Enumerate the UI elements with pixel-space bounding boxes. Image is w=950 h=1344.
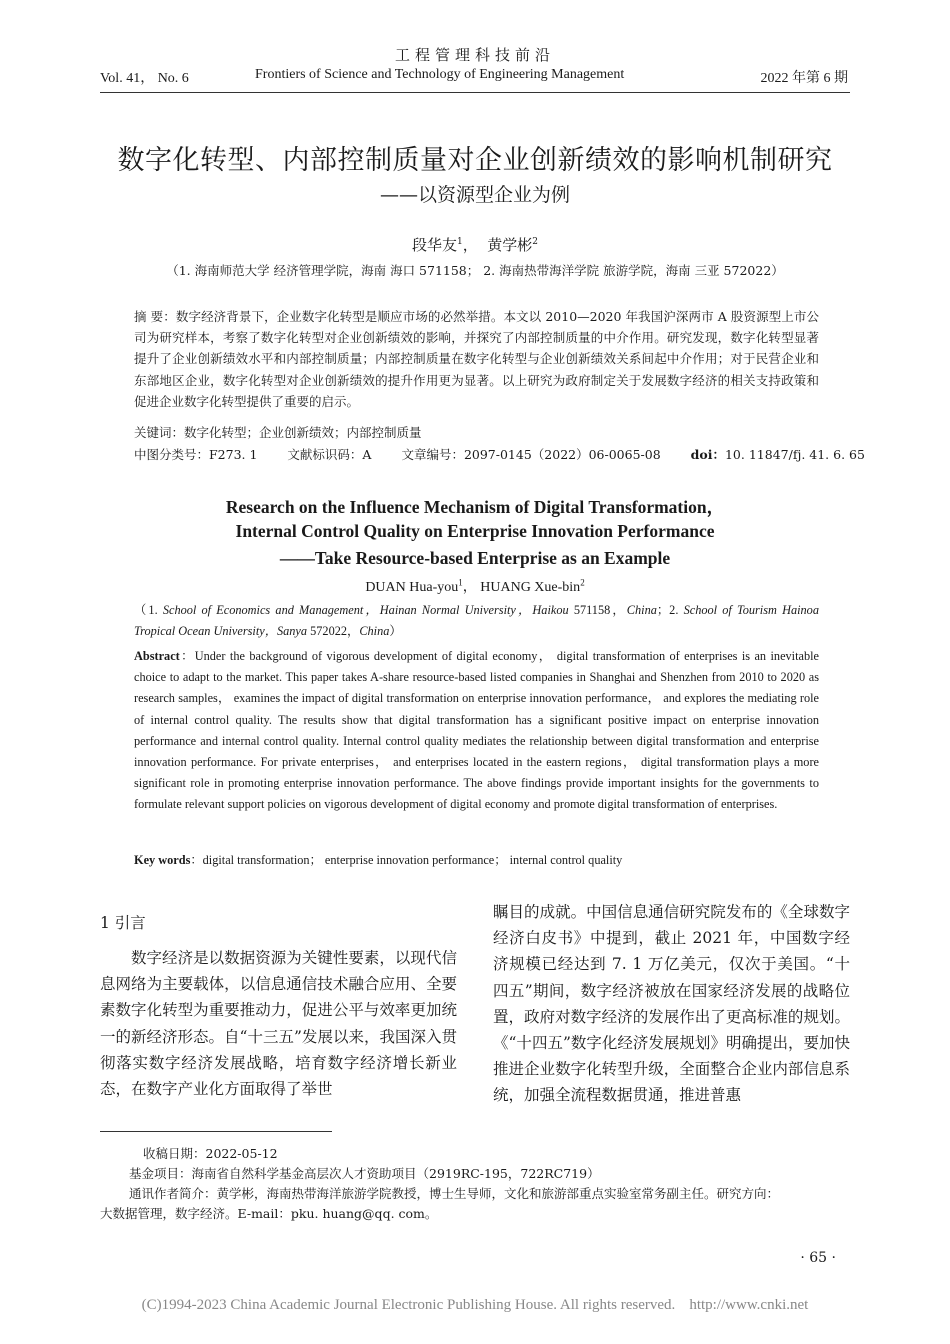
copyright-text: (C)1994-2023 China Academic Journal Electronic Publishing House. All rights reserved.: [141, 1297, 676, 1313]
affil-open: （1.: [134, 603, 163, 617]
doi-value[interactable]: 10. 11847/fj. 41. 6. 65: [724, 447, 865, 462]
issue-info: 2022 年第 6 期: [760, 71, 848, 86]
affiliation-cn: （1. 海南师范大学 经济管理学院，海南 海口 571158； 2. 海南热带海洋学院 旅游学院，海南 三亚 572022）: [166, 263, 784, 278]
authors-en: [0, 576, 950, 596]
cnki-link[interactable]: http://www.cnki.net: [689, 1297, 809, 1313]
section-heading: 1 引言: [100, 914, 146, 932]
author-1-en-sup: 1: [458, 577, 463, 588]
article-title-en-line3: ——Take Resource-based Enterprise as an Example: [279, 548, 671, 568]
keywords-en: [134, 850, 819, 871]
keywords-cn: [134, 422, 819, 443]
affil-close: ）: [389, 624, 402, 639]
affil-2-postcode: 572022，: [307, 624, 360, 639]
page-number: · 65 ·: [800, 1250, 836, 1266]
abstract-en-text: ：Under the background of vigorous development of digital economy， digital transformation of enterprises is an inevitable choice to adapt to the market. This paper takes A-share resource-based listed companies in Shanghai and Shenzhen from 2010 to 2020 as research samples， examines the impact of digital transformation on enterprise innovation performance， and explores the mediating role of internal control quality. The results show that digital transformation has a significant positive impact on enterprise innovation performance and internal control quality. Internal control quality mediates the relationship between digital transformation and enterprise innovation performance. For private enterprises， and enterprises located in the eastern regions， digital transformation plays a more significant role in promoting enterprise innovation performance. The above findings provide important insights for the governments to formulate relevant support policies on vigorous development of digital economy and promote digital transformation of enterprises.: [134, 649, 819, 812]
author-2-sup: 2: [532, 237, 539, 247]
abstract-cn: [134, 306, 819, 412]
author-separator: ，: [462, 236, 478, 254]
doi-label: doi：: [690, 447, 725, 462]
keywords-cn-label: 关键词：: [134, 425, 185, 440]
article-number: 文章编号：2097-0145（2022）06-0065-08: [401, 447, 661, 462]
affil-mid: ；2.: [656, 603, 684, 617]
copyright-notice: [0, 1297, 950, 1314]
affil-1-country: China: [626, 603, 657, 617]
author-1-cn: 段华友: [411, 236, 457, 254]
abstract-cn-text: 数字经济背景下，企业数字化转型是顺应市场的必然举措。本文以 2010—2020 年我国沪深两市 A 股资源型上市公司为研究样本，考察了数字化转型对企业创新绩效的影响，并探究了内部控制质量的中介作用。研究发现，数字化转型显著提升了企业创新绩效水平和内部控制质量；内部控制质量在数字化转型与企业创新绩效关系间起中介作用；对于民营企业和东部地区企业，数字化转型对企业创新绩效的提升作用更为显著。以上研究为政府制定关于发展数字经济的相关支持政策和促进企业数字化转型提供了重要的启示。: [134, 309, 819, 409]
author-1-sup: 1: [456, 237, 463, 247]
document-code: 文献标识码：A: [287, 447, 372, 462]
journal-name-cn: 工程管理科技前沿: [394, 46, 555, 64]
footnote-funding: 基金项目：海南省自然科学基金高层次人才资助项目（2919RC-195，722RC719）: [129, 1166, 600, 1181]
affiliation-1-en: School of Economics and Management，Hainan Normal University，Haikou: [162, 603, 569, 617]
article-subtitle-cn: ——以资源型企业为例: [379, 184, 570, 206]
journal-name-en: Frontiers of Science and Technology of Engineering Management: [255, 67, 625, 82]
footnote-received: 收稿日期：2022-05-12: [143, 1146, 278, 1161]
article-title-cn: 数字化转型、内部控制质量对企业创新绩效的影响机制研究: [117, 145, 833, 176]
classification-row: [134, 444, 865, 465]
keywords-en-label: Key words: [134, 853, 191, 867]
abstract-en: [134, 646, 819, 816]
article-title-en-line1: Research on the Influence Mechanism of Digital Transformation，: [225, 497, 725, 517]
article-title-en-line2: Internal Control Quality on Enterprise Innovation Performance: [235, 521, 715, 541]
abstract-cn-label: 摘 要：: [134, 309, 176, 324]
clc-number: 中图分类号：F273. 1: [134, 447, 258, 462]
author-1-en: DUAN Hua-you: [365, 580, 459, 595]
body-column-left: 数字经济是以数据资源为关键性要素，以现代信息网络为主要载体，以信息通信技术融合应用、全要素数字化转型为重要推动力，促进公平与效率更加统一的新经济形态。自“十三五”发展以来，我国深入贯彻落实数字经济发展战略，培育数字经济增长新业态，在数字产业化方面取得了举世: [100, 949, 457, 1099]
authors-cn: [0, 234, 950, 255]
keywords-cn-text: 数字化转型；企业创新绩效；内部控制质量: [184, 425, 422, 440]
affiliation-en: [134, 600, 819, 642]
affil-1-postcode: 571158，: [568, 603, 627, 617]
affiliation-2-en: School of Tourism Hainoa Tropical Ocean University，Sanya: [134, 603, 819, 639]
affil-2-country: China: [359, 624, 390, 639]
volume-info: Vol. 41， No. 6: [100, 71, 189, 86]
footnote-corresponding-cont: 大数据管理，数字经济。E-mail：pku. huang@qq. com。: [100, 1206, 438, 1221]
author-2-en-sup: 2: [580, 577, 585, 588]
author-2-cn: 黄学彬: [487, 236, 533, 254]
abstract-en-label: Abstract: [134, 649, 180, 663]
body-column-right: 瞩目的成就。中国信息通信研究院发布的《全球数字经济白皮书》中提到，截止 2021 年，中国数字经济规模已经达到 7. 1 万亿美元，仅次于美国。“十四五”期间，数字经济被放在国家经济发展的战略位置，政府对数字经济的发展作出了更高标准的规划。《“十四五”数字化经济发展规划》明确提出，要加快推进企业数字化转型升级，全面整合企业内部信息系统，加强全流程数据贯通，推进普惠: [493, 903, 850, 1105]
author-en-separator: ，: [462, 580, 481, 595]
header-divider: [100, 92, 850, 93]
footnote-corresponding: 通讯作者简介：黄学彬，海南热带海洋旅游学院教授，博士生导师，文化和旅游部重点实验室常务副主任。研究方向：: [129, 1186, 780, 1201]
keywords-en-text: ：digital transformation； enterprise innovation performance； internal control quality: [190, 853, 623, 867]
footnote-divider: [100, 1131, 332, 1132]
author-2-en: HUANG Xue-bin: [480, 580, 581, 595]
